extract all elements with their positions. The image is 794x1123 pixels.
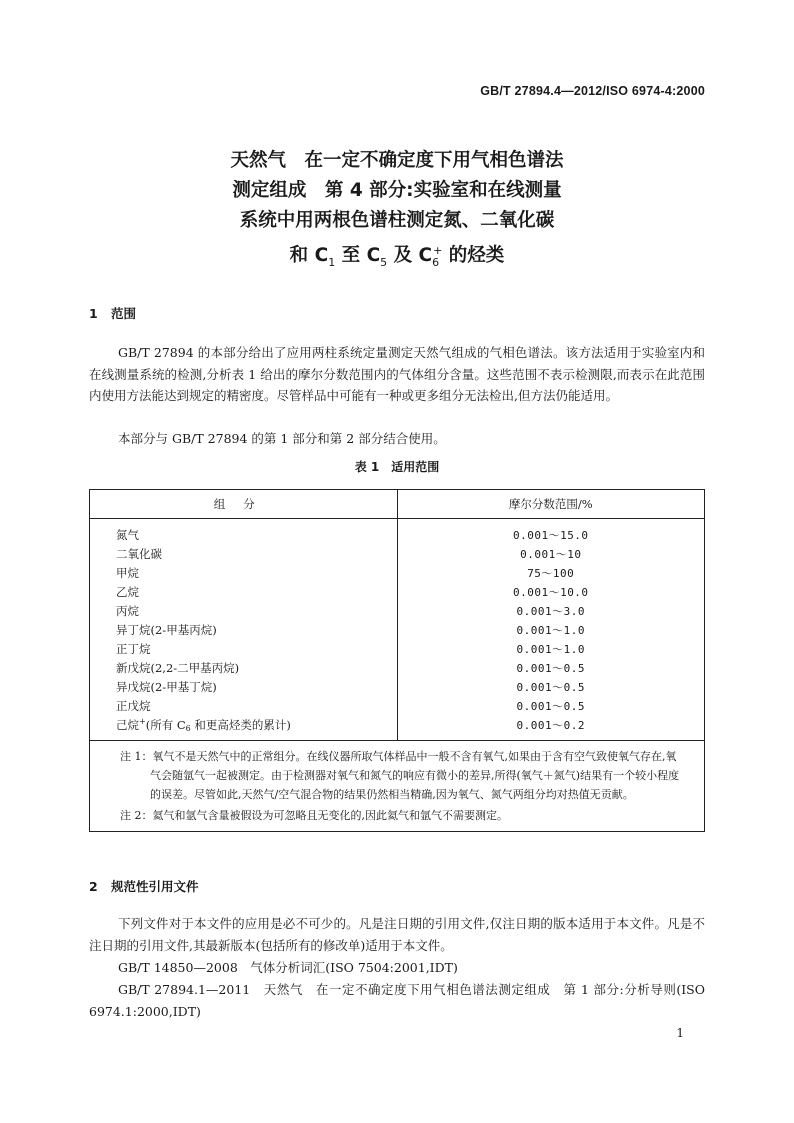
normative-reference-2: GB/T 27894.1—2011 天然气 在一定不确定度下用气相色谱法测定组成 第 1 部分:分析导则(ISO 6974.1:2000,IDT) — [89, 982, 705, 1019]
normative-reference-1: GB/T 14850—2008 气体分析词汇(ISO 7504:2001,IDT) — [118, 960, 458, 975]
section-1-heading — [89, 304, 136, 322]
table-row: 正戊烷 0.001～0.5 — [90, 696, 705, 715]
section-1-paragraph-2: 本部分与 GB/T 27894 的第 1 部分和第 2 部分结合使用。 — [118, 431, 446, 446]
section-2-paragraph: 下列文件对于本文件的应用是必不可少的。凡是注日期的引用文件,仅注日期的版本适用于本文件。凡是不注日期的引用文件,其最新版本(包括所有的修改单)适用于本文件。 — [89, 916, 705, 953]
table-row: 新戊烷(2,2-二甲基丙烷) 0.001～0.5 — [90, 658, 705, 677]
table-row: 正丁烷 0.001～1.0 — [90, 639, 705, 658]
title-line-3: 系统中用两根色谱柱测定氮、二氧化碳 — [239, 210, 555, 231]
page-number: 1 — [676, 1026, 684, 1040]
document-title — [0, 146, 794, 278]
applicable-range-table — [89, 489, 705, 832]
title-line-2: 测定组成 第 4 部分:实验室和在线测量 — [232, 180, 562, 201]
section-number: 2 — [89, 879, 98, 894]
table-note-1: 注 1：氧气不是天然气中的正常组分。在线仪器所取气体样品中一般不含有氧气,如果由于含有空气致使氧气存在,氧气会随氩气一起被测定。由于检测器对氧气和氮气的响应有微小的差异,所得(氧气＋氮气)结果有一个较小程度的误差。尽管如此,天然气/空气混合物的结果仍然相当精确,因为氧气、氮气两组分均对热值无贡献。 — [120, 750, 680, 801]
section-2-heading — [89, 877, 199, 895]
column-header-component: 组分 — [90, 490, 398, 519]
title-line-1: 天然气 在一定不确定度下用气相色谱法 — [230, 150, 564, 171]
table-row: 乙烷 0.001～10.0 — [90, 582, 705, 601]
section-1-paragraph: GB/T 27894 的本部分给出了应用两柱系统定量测定天然气组成的气相色谱法。该方法适用于实验室内和在线测量系统的检测,分析表 1 给出的摩尔分数范围内的气体组分含量。这些范围不表示检测限,而表示在此范围内使用方法能达到规定的精密度。尽管样品中可能有一种或更多组分无法检出,但方法仍能适用。 — [89, 345, 705, 403]
standard-code: GB/T 27894.4—2012/ISO 6974-4:2000 — [480, 84, 705, 98]
table-row: 丙烷 0.001～3.0 — [90, 601, 705, 620]
section-title: 规范性引用文件 — [111, 879, 199, 894]
table-note-2: 注 2：氦气和氩气含量被假设为可忽略且无变化的,因此氦气和氩气不需要测定。 — [120, 809, 508, 822]
table-row: 氮气 0.001～15.0 — [90, 519, 705, 545]
title-line-4: 和 $C_1$ 至 $C_5$ 及 $C_6^+$ 的烃类 — [289, 244, 505, 269]
section-number: 1 — [89, 306, 98, 321]
table-row: 异戊烷(2-甲基丁烷) 0.001～0.5 — [90, 677, 705, 696]
table-notes — [90, 741, 705, 832]
table-caption: 表 1 适用范围 — [354, 460, 440, 474]
table-row: 异丁烷(2-甲基丙烷) 0.001～1.0 — [90, 620, 705, 639]
table-row: 甲烷 75～100 — [90, 563, 705, 582]
column-header-mole-fraction: 摩尔分数范围/% — [397, 490, 704, 519]
table-row: 己烷+(所有 C6 和更高烃类的累计) 0.001～0.2 — [90, 715, 705, 741]
table-row: 二氧化碳 0.001～10 — [90, 544, 705, 563]
section-title: 范围 — [111, 306, 137, 321]
